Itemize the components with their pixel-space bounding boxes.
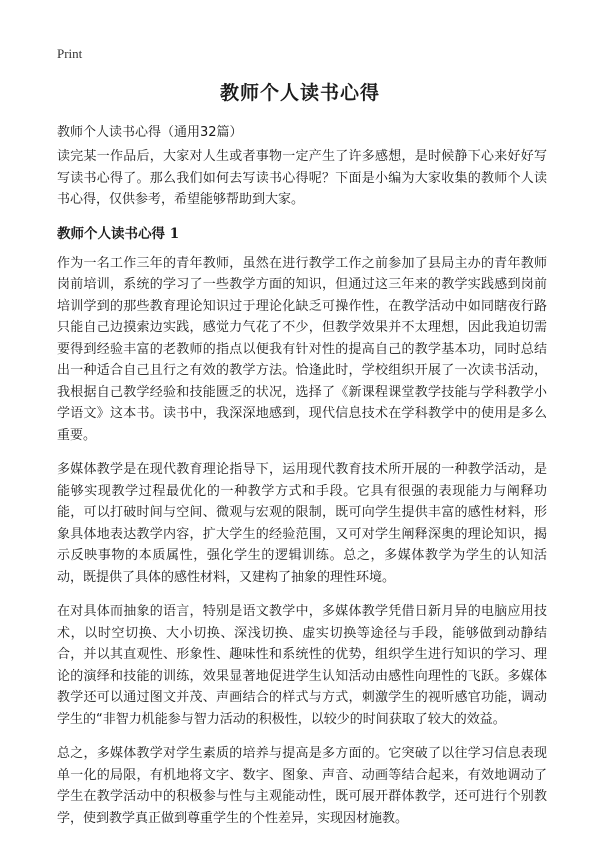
intro-paragraph: 读完某一作品后，大家对人生或者事物一定产生了许多感想，是时候静下心来好好写写读书心得了。那么我们如何去写读书心得呢？下面是小编为大家收集的教师个人读书心得，仅供参考，希望能够帮助到大家。 (57, 149, 547, 207)
body-paragraph: 作为一名工作三年的青年教师，虽然在进行教学工作之前参加了县局主办的青年教师岗前培训，系统的学习了一些教学方面的知识，但通过这三年来的教学实践感到岗前培训学到的那些教育理论知识过于理论化缺乏可操作性，在教学活动中如同瞎夜行路只能自己边摸索边实践，感觉力气花了不少，但教学效果并不太理想，因此我迫切需要得到经验丰富的老教师的指点以便我有针对性的提高自己的教学基本功，同时总结出一种适合自己且行之有效的教学方法。恰逢此时，学校组织开展了一次读书活动，我根据自己教学经验和技能匮乏的状况，选择了《新课程课堂教学技能与学科教学小学语文》这本书。读书中，我深深地感到，现代信息技术在学科教学中的使用是多么重要。 (57, 255, 547, 443)
body-paragraph: 多媒体教学是在现代教育理论指导下，运用现代教育技术所开展的一种教学活动，是能够实现教学过程最优化的一种教学方式和手段。它具有很强的表现能力与阐释功能，可以打破时间与空间、微观与宏观的限制，既可向学生提供丰富的感性材料，形象具体地表达教学内容，扩大学生的经验范围，又可对学生阐释深奥的理论知识，揭示反映事物的本质属性，强化学生的逻辑训练。总之，多媒体教学为学生的认知活动，既提供了具体的感性材料，又建构了抽象的理性环境。 (57, 462, 547, 585)
page-subtitle: 教师个人读书心得（通用32篇） (57, 125, 243, 140)
article-body (57, 146, 547, 842)
body-paragraph: 在对具体而抽象的语言，特别是语文教学中，多媒体教学凭借日新月异的电脑应用技术，以时空切换、大小切换、深浅切换、虚实切换等途径与手段，能够做到动静结合，并以其直观性、形象性、趣味性和系统性的优势，组织学生进行知识的学习、理论的演绎和技能的训练，效果显著地促进学生认知活动由感性向理性的飞跃。多媒体教学还可以通过图文并茂、声画结合的样式与方式，刺激学生的视听感官功能，调动学生的“非智力机能参与智力活动的积极性，以较少的时间获取了较大的效益。 (57, 604, 547, 727)
page-title: 教师个人读书心得 (219, 82, 380, 104)
section-heading: 教师个人读书心得 1 (57, 225, 180, 242)
print-link[interactable]: Print (57, 46, 83, 61)
body-paragraph: 总之，多媒体教学对学生素质的培养与提高是多方面的。它突破了以往学习信息表现单一化的局限，有机地将文字、数字、图象、声音、动画等结合起来，有效地调动了学生在教学活动中的积极参与性与主观能动性，既可展开群体教学，还可进行个别教学，使到教学真正做到尊重学生的个性差异，实现因材施教。 (57, 746, 547, 826)
